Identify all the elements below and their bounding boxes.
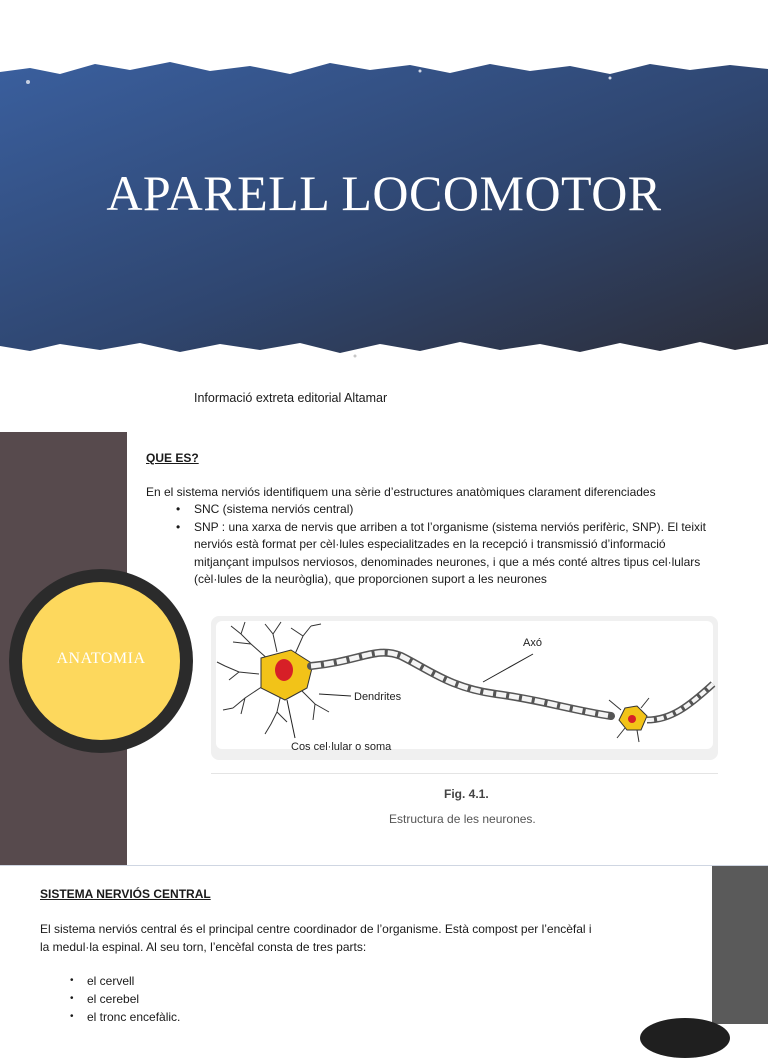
intro-text: En el sistema nerviós identifiquem una sèrie d’estructures anatòmiques clarament diferenciades (146, 485, 656, 499)
body-paragraph (40, 920, 660, 956)
section-heading: QUE ES? (146, 451, 199, 465)
corner-decoration (640, 1018, 730, 1058)
bullet-list (176, 501, 716, 589)
section-heading: SISTEMA NERVIÓS CENTRAL (40, 887, 211, 901)
figure-number: Fig. 4.1. (444, 787, 489, 801)
title-slide (0, 0, 768, 430)
section-label: ANATOMIA (56, 650, 146, 667)
bullet-list (70, 972, 180, 1026)
cns-slide (0, 866, 768, 1024)
anatomy-slide (0, 432, 768, 865)
paragraph-line: El sistema nerviós central és el principal centre coordinador de l’organisme. Està compost per l’encèfal i (40, 922, 592, 936)
list-item: • el cerebel (70, 990, 180, 1008)
page-title: APARELL LOCOMOTOR (106, 165, 662, 221)
right-panel (712, 866, 768, 1024)
nucleus-graphic (275, 659, 293, 681)
list-item: • el tronc encefàlic. (70, 1008, 180, 1026)
dendrites-label: Dendrites (354, 691, 402, 703)
figure-rule (211, 773, 718, 774)
soma-label: Cos cel·lular o soma (291, 741, 392, 753)
neuron-figure (211, 616, 718, 760)
list-item: • SNP : una xarxa de nervis que arriben a tot l’organisme (sistema nerviós perifèric, SNP). El teixit nerviós està format per cèl·lules especialitzades en la recepció i transmissió d’informació mitjançant impulsos nerviosos, denominades neurones, i que a més conté altres tipus cel·lulars (cèl·lules de la neuròglia), que proporcionen suport a les neurones (176, 519, 716, 589)
list-item: • el cervell (70, 972, 180, 990)
figure-caption: Estructura de les neurones. (389, 812, 536, 826)
paragraph-line: la medul·la espinal. Al seu torn, l’encèfal consta de tres parts: (40, 940, 367, 954)
source-note: Informació extreta editorial Altamar (194, 391, 388, 405)
list-item: • SNC (sistema nerviós central) (176, 501, 716, 519)
axon-label: Axó (523, 637, 542, 649)
